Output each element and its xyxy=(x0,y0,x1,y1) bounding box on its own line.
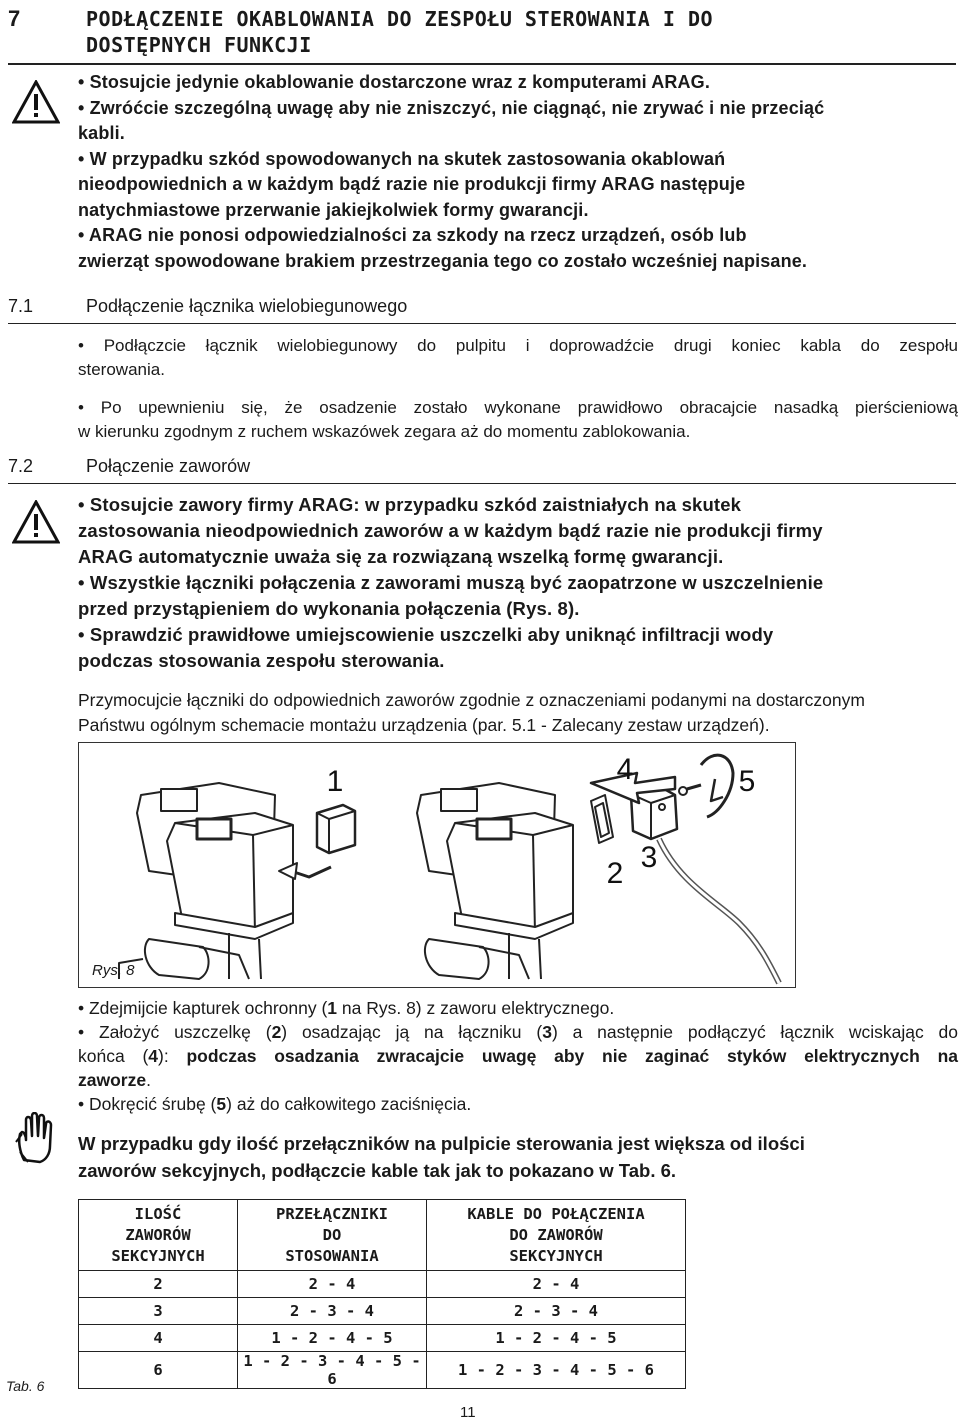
step-text: ): xyxy=(158,1046,187,1066)
warning-line: zastosowania nieodpowiednich zaworów a w każdym bądź razie nie produkcji firmy xyxy=(78,520,823,541)
warning-triangle-icon xyxy=(12,500,60,544)
warning-line: • Sprawdzić prawidłowe umiejscowienie uszczelki aby uniknąć infiltracji wody xyxy=(78,624,774,645)
step-text: ) aż do całkowitego zaciśnięcia. xyxy=(226,1094,472,1114)
callout-3: 3 xyxy=(640,841,658,874)
table-cell: 2 - 4 xyxy=(238,1271,427,1298)
table-cell: 1 - 2 - 3 - 4 - 5 - 6 xyxy=(238,1352,427,1389)
table-row xyxy=(79,1325,686,1352)
warning-line: podczas stosowania zespołu sterowania. xyxy=(78,650,445,671)
step-text: • Założyć uszczelkę ( xyxy=(78,1022,272,1042)
step-text: ) osadzając ją na łączniku ( xyxy=(281,1022,543,1042)
table-cell: 6 xyxy=(79,1352,238,1389)
header-text: STOSOWANIA xyxy=(285,1246,379,1265)
steps-list xyxy=(78,996,958,1116)
step-text: ) a następnie podłączyć łącznik wciskając do xyxy=(551,1022,958,1042)
step-text: . xyxy=(146,1070,151,1090)
table-row xyxy=(79,1298,686,1325)
paragraph-line: • Po upewnieniu się, że osadzenie zostało wykonane prawidłowo obracajcie nasadką pierścieniową xyxy=(78,398,958,417)
warning-line: • Stosujcie jedynie okablowanie dostarczone wraz z komputerami ARAG. xyxy=(78,72,710,92)
section-7-1-title: Podłączenie łącznika wielobiegunowego xyxy=(86,296,408,316)
table-cell: 3 xyxy=(79,1298,238,1325)
paragraph-line: w kierunku zgodnym z ruchem wskazówek zegara aż do momentu zablokowania. xyxy=(78,422,691,441)
warning-line: • Wszystkie łączniki połączenia z zaworami muszą być zaopatrzone w uszczelnienie xyxy=(78,572,824,593)
table-cell: 2 - 3 - 4 xyxy=(427,1298,686,1325)
section-7-2-number: 7.2 xyxy=(8,456,34,476)
hand-icon xyxy=(14,1112,60,1164)
step-text: • Zdejmijcie kapturek ochronny ( xyxy=(78,998,328,1018)
table-cell: 1 - 2 - 4 - 5 xyxy=(427,1325,686,1352)
callout-1: 1 xyxy=(326,765,344,798)
warning-line: • W przypadku szkód spowodowanych na skutek zastosowania okablowań xyxy=(78,148,726,169)
figure-caption: Rys. 8 xyxy=(92,962,135,979)
step-ref: 3 xyxy=(542,1022,552,1042)
table-cell: 2 xyxy=(79,1271,238,1298)
table-caption: Tab. 6 xyxy=(6,1378,45,1394)
warning-line: • ARAG nie ponosi odpowiedzialności za szkody na rzecz urządzeń, osób lub xyxy=(78,225,747,245)
warning-line: • Stosujcie zawory firmy ARAG: w przypadku szkód zaistniałych na skutek xyxy=(78,494,742,515)
header-text: DO ZAWORÓW xyxy=(509,1225,603,1244)
note-line: zaworów sekcyjnych, podłączcie kable tak jak to pokazano w Tab. 6. xyxy=(78,1160,677,1181)
header-rule xyxy=(8,63,956,65)
warning-line: przed przystąpieniem do wykonania połączenia (Rys. 8). xyxy=(78,598,580,619)
page-title xyxy=(86,6,946,59)
step-emphasis: podczas osadzania zwracajcie uwagę aby nie zaginać styków elektrycznych na xyxy=(186,1046,958,1066)
warning-line: • Zwróćcie szczególną uwagę aby nie zniszczyć, nie ciągnąć, nie zrywać i nie przeciąć xyxy=(78,97,825,118)
step-3 xyxy=(78,1092,958,1116)
section-7-2-rule xyxy=(8,483,956,484)
step-2-line-2 xyxy=(78,1044,958,1068)
table-header-cell xyxy=(427,1200,686,1271)
warning-line: kabli. xyxy=(78,123,125,143)
connection-table xyxy=(78,1199,686,1389)
table-header-cell xyxy=(238,1200,427,1271)
table-cell: 4 xyxy=(79,1325,238,1352)
header-text: PRZEŁĄCZNIKI xyxy=(276,1204,388,1223)
note-line: W przypadku gdy ilość przełączników na pulpicie sterowania jest większa od ilości xyxy=(78,1133,805,1154)
step-ref: 1 xyxy=(327,998,338,1018)
callout-2: 2 xyxy=(606,857,624,890)
table-cell: 2 - 3 - 4 xyxy=(238,1298,427,1325)
paragraph-7-1-b xyxy=(78,396,958,444)
table-cell: 2 - 4 xyxy=(427,1271,686,1298)
header-text: DO xyxy=(322,1225,342,1244)
warning-line: ARAG automatycznie uważa się za rozwiązaną wszelką formę gwarancji. xyxy=(78,546,724,567)
step-text: • Dokręcić śrubę ( xyxy=(78,1094,217,1114)
table-header-cell xyxy=(79,1200,238,1271)
header-text: ZAWORÓW xyxy=(125,1225,191,1244)
paragraph-line: • Podłączcie łącznik wielobiegunowy do pulpitu i doprowadźcie drugi koniec kabla do zespołu xyxy=(78,336,958,355)
callout-5: 5 xyxy=(738,765,756,798)
step-ref: 2 xyxy=(271,1022,282,1042)
paragraph-line: Państwu ogólnym schemacie montażu urządzenia (par. 5.1 - Zalecany zestaw urządzeń). xyxy=(78,715,770,735)
table-row xyxy=(79,1352,686,1389)
callout-4: 4 xyxy=(616,753,634,786)
paragraph-7-1-a xyxy=(78,334,958,382)
figure-rys-8 xyxy=(78,742,796,988)
header-text: ILOŚĆ xyxy=(134,1204,182,1223)
note-paragraph xyxy=(78,1130,958,1184)
table-row xyxy=(79,1271,686,1298)
page-number: 11 xyxy=(460,1404,476,1421)
step-2-line-3 xyxy=(78,1068,958,1092)
section-7-2-title: Połączenie zaworów xyxy=(86,456,251,476)
warning-list-2 xyxy=(78,492,954,674)
step-text: na Rys. 8) z zaworu elektrycznego. xyxy=(337,998,615,1018)
section-number: 7 xyxy=(8,6,21,31)
intro-paragraph xyxy=(78,688,958,738)
section-7-1-number: 7.1 xyxy=(8,296,34,316)
step-emphasis: zaworze xyxy=(78,1070,147,1090)
title-line-1: PODŁĄCZENIE OKABLOWANIA DO ZESPOŁU STEROWANIA I DO xyxy=(86,7,714,31)
step-ref: 5 xyxy=(216,1094,227,1114)
step-1 xyxy=(78,996,958,1020)
step-2-line-1 xyxy=(78,1020,958,1044)
header-text: SEKCYJNYCH xyxy=(111,1246,205,1265)
warning-line: natychmiastowe przerwanie jakiejkolwiek formy gwarancji. xyxy=(78,199,589,220)
warning-line: zwierząt spowodowane brakiem przestrzegania tego co zostało wcześniej napisane. xyxy=(78,250,808,271)
section-7-1-rule xyxy=(8,323,956,324)
table-cell: 1 - 2 - 3 - 4 - 5 - 6 xyxy=(427,1352,686,1389)
step-ref: 4 xyxy=(148,1046,159,1066)
warning-triangle-icon xyxy=(12,80,60,124)
title-line-2: DOSTĘPNYCH FUNKCJI xyxy=(86,33,312,57)
warning-line: nieodpowiednich a w każdym bądź razie nie produkcji firmy ARAG następuje xyxy=(78,174,746,194)
warning-list-1 xyxy=(78,70,954,274)
header-text: KABLE DO POŁĄCZENIA xyxy=(467,1204,645,1223)
paragraph-line: sterowania. xyxy=(78,360,165,379)
table-header-row xyxy=(79,1200,686,1271)
step-text: końca ( xyxy=(78,1046,149,1066)
header-text: SEKCYJNYCH xyxy=(509,1246,603,1265)
valve-assembly-illustration xyxy=(79,743,795,987)
table-cell: 1 - 2 - 4 - 5 xyxy=(238,1325,427,1352)
paragraph-line: Przymocujcie łączniki do odpowiednich zaworów zgodnie z oznaczeniami podanymi na dostarczonym xyxy=(78,690,865,710)
